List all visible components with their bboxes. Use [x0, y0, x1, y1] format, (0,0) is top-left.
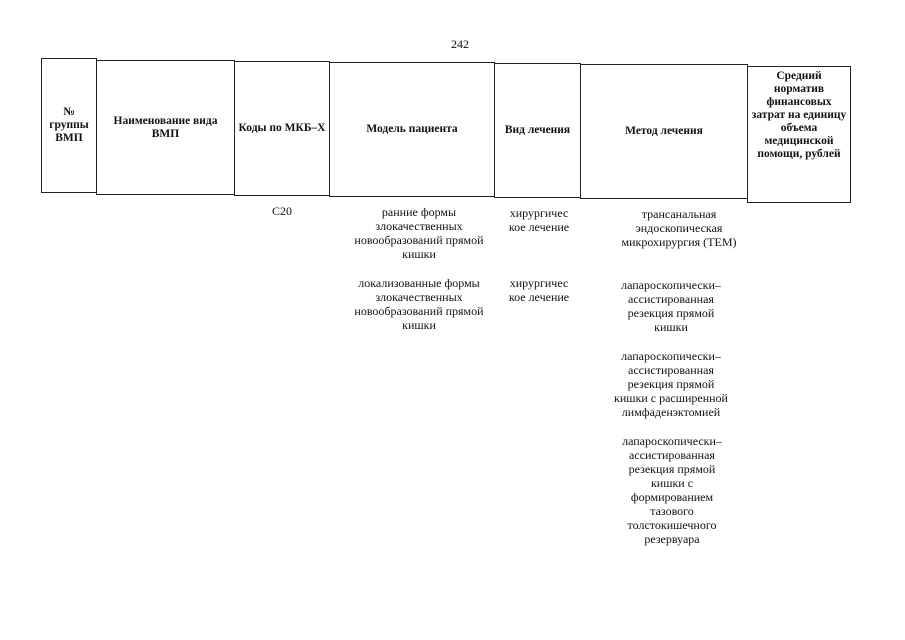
header-icd-codes: Коды по МКБ–X	[234, 61, 330, 196]
header-treatment-type: Вид лечения	[494, 63, 581, 198]
header-vmp-name: Наименование вида ВМП	[96, 60, 235, 195]
treatment-method-row-2c: лапароскопически–ассистированная резекция прямой кишки с формированием тазового толстокишечного резервуара	[622, 434, 722, 546]
header-average-cost: Средний норматив финансовых затрат на единицу объема медицинской помощи, рублей	[747, 66, 851, 203]
patient-model-row-1: ранние формы злокачественных новообразований прямой кишки	[354, 205, 484, 261]
treatment-method-row-2a: лапароскопически–ассистированная резекция прямой кишки	[621, 278, 721, 334]
table-header	[41, 58, 851, 203]
treatment-type-row-2: хирургичес кое лечение	[508, 276, 570, 304]
treatment-method-row-1: трансанальная эндоскопическая микрохирургия (ТЕМ)	[621, 207, 737, 249]
icd-code: C20	[271, 204, 292, 218]
patient-model-row-2: локализованные формы злокачественных новообразований прямой кишки	[354, 276, 484, 332]
header-patient-model: Модель пациента	[329, 62, 495, 197]
page-number: 242	[451, 37, 469, 51]
treatment-type-row-1: хирургичес кое лечение	[508, 206, 570, 234]
treatment-method-row-2b: лапароскопически–ассистированная резекция прямой кишки с расширенной лимфаденэктомией	[614, 349, 728, 419]
header-group-number: № группы ВМП	[41, 58, 97, 193]
header-treatment-method: Метод лечения	[580, 64, 748, 199]
